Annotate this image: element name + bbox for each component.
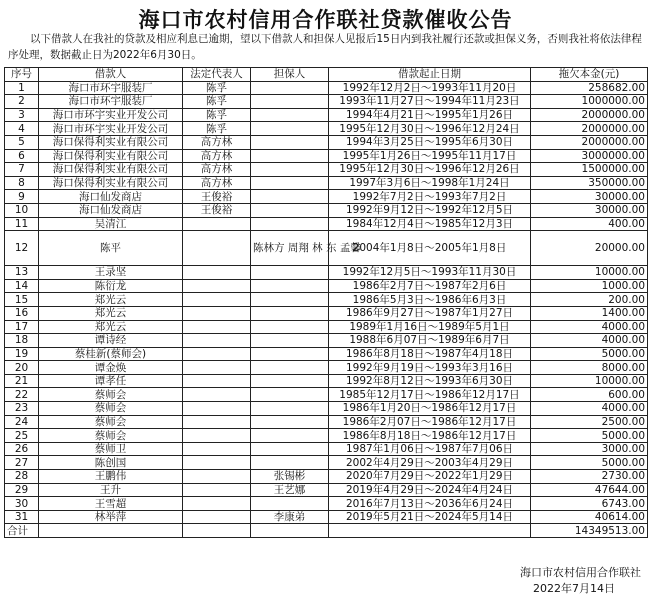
cell-guarantor <box>251 149 329 163</box>
notice-intro: 以下借款人在我社的贷款及相应利息已逾期，望以下借款人和担保人见报后15日内到我社履行还款或担保义务，否则我社将依法律程序处理，数据截止日为2022年6月30日。 <box>8 33 642 61</box>
cell-amount: 258682.00 <box>531 81 648 95</box>
cell-legal-rep <box>183 402 251 416</box>
cell-guarantor <box>251 429 329 443</box>
table-row <box>5 122 648 136</box>
cell-period: 1986年9月27日～1987年1月27日 <box>329 306 531 320</box>
cell-amount: 4000.00 <box>531 334 648 348</box>
cell-amount: 400.00 <box>531 217 648 231</box>
cell-no: 12 <box>5 231 39 266</box>
cell-amount: 4000.00 <box>531 402 648 416</box>
cell-legal-rep <box>183 374 251 388</box>
cell-amount: 1000.00 <box>531 279 648 293</box>
cell-borrower: 吴清江 <box>39 217 183 231</box>
cell-period: 2019年4月29日～2024年4月24日 <box>329 483 531 497</box>
cell-period: 1984年12月4日～1985年12月3日 <box>329 217 531 231</box>
cell-borrower: 海口保得利实业有限公司 <box>39 149 183 163</box>
cell-amount: 40614.00 <box>531 510 648 524</box>
cell-legal-rep <box>183 334 251 348</box>
cell-period: 2019年5月21日～2024年5月14日 <box>329 510 531 524</box>
header-guarantor: 担保人 <box>251 68 329 82</box>
cell-no: 2 <box>5 95 39 109</box>
cell-borrower: 蔡师会 <box>39 429 183 443</box>
cell-legal-rep <box>183 231 251 266</box>
header-borrower: 借款人 <box>39 68 183 82</box>
table-row <box>5 402 648 416</box>
cell-amount: 2500.00 <box>531 415 648 429</box>
cell-guarantor <box>251 190 329 204</box>
table-header-row <box>5 68 648 82</box>
table-row <box>5 470 648 484</box>
total-amount: 14349513.00 <box>531 524 648 538</box>
header-no: 序号 <box>5 68 39 82</box>
cell-amount: 5000.00 <box>531 429 648 443</box>
cell-borrower: 林举萍 <box>39 510 183 524</box>
table-row <box>5 266 648 280</box>
table-row <box>5 176 648 190</box>
cell-borrower: 蔡师会 <box>39 388 183 402</box>
cell-borrower: 谭诗经 <box>39 334 183 348</box>
cell-borrower: 郑光云 <box>39 320 183 334</box>
cell-period: 2020年7月29日～2022年1月29日 <box>329 470 531 484</box>
cell-borrower: 王升 <box>39 483 183 497</box>
cell-borrower: 谭金焕 <box>39 361 183 375</box>
cell-legal-rep: 高方林 <box>183 163 251 177</box>
cell-period: 1985年12月17日～1986年12月17日 <box>329 388 531 402</box>
cell-legal-rep <box>183 266 251 280</box>
cell-period: 1986年1月20日～1986年12月17日 <box>329 402 531 416</box>
cell-guarantor <box>251 402 329 416</box>
cell-guarantor: 陈林方 周翔 林 东 孟馨 <box>251 231 329 266</box>
cell-no: 16 <box>5 306 39 320</box>
cell-no: 20 <box>5 361 39 375</box>
cell-no: 31 <box>5 510 39 524</box>
cell-period: 1993年11月27日～1994年11月23日 <box>329 95 531 109</box>
cell-borrower: 海口保得利实业有限公司 <box>39 135 183 149</box>
cell-guarantor <box>251 306 329 320</box>
page-title: 海口市农村信用合作联社贷款催收公告 <box>138 8 513 32</box>
cell-legal-rep <box>183 510 251 524</box>
table-row <box>5 95 648 109</box>
cell-period: 1994年3月25日～1995年6月30日 <box>329 135 531 149</box>
cell-period: 1992年9月12日～1992年12月5日 <box>329 203 531 217</box>
cell-guarantor: 张锡彬 <box>251 470 329 484</box>
table-row <box>5 510 648 524</box>
cell-borrower: 海口市环宇实业开发公司 <box>39 108 183 122</box>
cell-no: 25 <box>5 429 39 443</box>
cell-amount: 2000000.00 <box>531 135 648 149</box>
cell-amount: 20000.00 <box>531 231 648 266</box>
cell-period: 1987年1月06日～1987年7月06日 <box>329 442 531 456</box>
cell-legal-rep <box>183 347 251 361</box>
cell-borrower: 陈创国 <box>39 456 183 470</box>
cell-borrower: 郑光云 <box>39 293 183 307</box>
cell-no: 1 <box>5 81 39 95</box>
cell-guarantor <box>251 279 329 293</box>
cell-borrower: 郑光云 <box>39 306 183 320</box>
cell-amount: 6743.00 <box>531 497 648 511</box>
cell-legal-rep <box>183 306 251 320</box>
cell-amount: 5000.00 <box>531 456 648 470</box>
cell-period: 2016年7月13日～2036年6月24日 <box>329 497 531 511</box>
table-row <box>5 388 648 402</box>
cell-guarantor <box>251 347 329 361</box>
table-row <box>5 163 648 177</box>
cell-borrower: 海口市环宇实业开发公司 <box>39 122 183 136</box>
cell-borrower: 海口市环宇服装厂 <box>39 95 183 109</box>
cell-period: 1986年5月3日～1986年6月3日 <box>329 293 531 307</box>
cell-amount: 350000.00 <box>531 176 648 190</box>
table-row <box>5 483 648 497</box>
header-period: 借款起止日期 <box>329 68 531 82</box>
cell-no: 13 <box>5 266 39 280</box>
cell-no: 30 <box>5 497 39 511</box>
cell-guarantor <box>251 361 329 375</box>
cell-legal-rep: 高方林 <box>183 176 251 190</box>
cell-guarantor: 李康弟 <box>251 510 329 524</box>
cell-legal-rep <box>183 293 251 307</box>
cell-no: 21 <box>5 374 39 388</box>
cell-guarantor <box>251 203 329 217</box>
cell-guarantor <box>251 135 329 149</box>
cell-no: 19 <box>5 347 39 361</box>
cell-amount: 5000.00 <box>531 347 648 361</box>
cell-legal-rep <box>183 415 251 429</box>
cell-guarantor <box>251 374 329 388</box>
cell-guarantor <box>251 122 329 136</box>
header-amount: 拖欠本金(元) <box>531 68 648 82</box>
cell-legal-rep <box>183 483 251 497</box>
cell-period: 1997年3月6日～1998年1月24日 <box>329 176 531 190</box>
cell-amount: 30000.00 <box>531 190 648 204</box>
table-row <box>5 203 648 217</box>
cell-legal-rep <box>183 320 251 334</box>
cell-no: 24 <box>5 415 39 429</box>
cell-no: 18 <box>5 334 39 348</box>
cell-amount: 47644.00 <box>531 483 648 497</box>
cell-no: 14 <box>5 279 39 293</box>
cell-no: 6 <box>5 149 39 163</box>
cell-borrower: 谭孝任 <box>39 374 183 388</box>
cell-no: 10 <box>5 203 39 217</box>
cell-legal-rep: 陈孚 <box>183 81 251 95</box>
footer-org: 海口市农村信用合作联社 <box>520 566 641 579</box>
cell-period: 1988年6月07日～1989年6月7日 <box>329 334 531 348</box>
cell-no: 4 <box>5 122 39 136</box>
cell-borrower: 王雪超 <box>39 497 183 511</box>
cell-guarantor <box>251 456 329 470</box>
cell-guarantor <box>251 415 329 429</box>
table-row <box>5 456 648 470</box>
cell-amount: 1400.00 <box>531 306 648 320</box>
cell-amount: 2000000.00 <box>531 108 648 122</box>
cell-no: 15 <box>5 293 39 307</box>
total-row <box>5 524 648 538</box>
cell-guarantor <box>251 163 329 177</box>
cell-amount: 2730.00 <box>531 470 648 484</box>
cell-legal-rep: 陈孚 <box>183 108 251 122</box>
cell-amount: 2000000.00 <box>531 122 648 136</box>
cell-no: 5 <box>5 135 39 149</box>
cell-guarantor <box>251 293 329 307</box>
cell-amount: 600.00 <box>531 388 648 402</box>
table-row <box>5 306 648 320</box>
cell-period: 1992年9月19日～1993年3月16日 <box>329 361 531 375</box>
cell-amount: 1500000.00 <box>531 163 648 177</box>
cell-no: 7 <box>5 163 39 177</box>
cell-period: 1989年1月16日～1989年5月1日 <box>329 320 531 334</box>
cell-amount: 3000.00 <box>531 442 648 456</box>
cell-period: 1986年8月18日～1986年12月17日 <box>329 429 531 443</box>
cell-amount: 10000.00 <box>531 266 648 280</box>
loan-table <box>4 67 648 538</box>
cell-borrower: 蔡师卫 <box>39 442 183 456</box>
cell-legal-rep <box>183 497 251 511</box>
cell-period: 1995年12月30日～1996年12月24日 <box>329 122 531 136</box>
cell-no: 28 <box>5 470 39 484</box>
cell-legal-rep <box>183 361 251 375</box>
cell-guarantor <box>251 320 329 334</box>
cell-legal-rep: 陈孚 <box>183 122 251 136</box>
cell-borrower: 蔡桂新(蔡师会) <box>39 347 183 361</box>
table-row <box>5 231 648 266</box>
cell-guarantor <box>251 217 329 231</box>
cell-guarantor <box>251 176 329 190</box>
table-row <box>5 135 648 149</box>
cell-amount: 3000000.00 <box>531 149 648 163</box>
cell-period: 2004年1月8日～2005年1月8日 <box>329 231 531 266</box>
cell-guarantor <box>251 497 329 511</box>
cell-no: 3 <box>5 108 39 122</box>
table-row <box>5 361 648 375</box>
cell-no: 23 <box>5 402 39 416</box>
cell-amount: 10000.00 <box>531 374 648 388</box>
cell-no: 11 <box>5 217 39 231</box>
cell-legal-rep: 高方林 <box>183 149 251 163</box>
table-row <box>5 374 648 388</box>
cell-period: 2002年4月29日～2003年4月29日 <box>329 456 531 470</box>
cell-no: 29 <box>5 483 39 497</box>
cell-guarantor <box>251 108 329 122</box>
table-row <box>5 108 648 122</box>
cell-legal-rep: 陈孚 <box>183 95 251 109</box>
cell-guarantor <box>251 266 329 280</box>
table-row <box>5 429 648 443</box>
cell-borrower: 王录坚 <box>39 266 183 280</box>
cell-borrower: 陈平 <box>39 231 183 266</box>
cell-borrower: 蔡师会 <box>39 415 183 429</box>
cell-amount: 8000.00 <box>531 361 648 375</box>
cell-guarantor <box>251 95 329 109</box>
cell-period: 1995年12月30日～1996年12月26日 <box>329 163 531 177</box>
cell-period: 1992年8月12日～1993年6月30日 <box>329 374 531 388</box>
cell-period: 1992年7月2日～1993年7月2日 <box>329 190 531 204</box>
cell-no: 22 <box>5 388 39 402</box>
cell-borrower: 海口保得利实业有限公司 <box>39 163 183 177</box>
cell-legal-rep <box>183 470 251 484</box>
cell-legal-rep: 高方林 <box>183 135 251 149</box>
cell-guarantor <box>251 442 329 456</box>
cell-guarantor <box>251 388 329 402</box>
table-row <box>5 415 648 429</box>
header-legal-rep: 法定代表人 <box>183 68 251 82</box>
cell-borrower: 王鹏伟 <box>39 470 183 484</box>
cell-amount: 30000.00 <box>531 203 648 217</box>
footer-date: 2022年7月14日 <box>533 582 615 595</box>
table-row <box>5 279 648 293</box>
cell-guarantor <box>251 81 329 95</box>
cell-no: 8 <box>5 176 39 190</box>
cell-legal-rep <box>183 456 251 470</box>
cell-legal-rep <box>183 429 251 443</box>
cell-period: 1995年1月26日～1995年11月17日 <box>329 149 531 163</box>
cell-period: 1986年2月7日～1987年2月6日 <box>329 279 531 293</box>
cell-amount: 1000000.00 <box>531 95 648 109</box>
cell-borrower: 蔡师会 <box>39 402 183 416</box>
table-row <box>5 320 648 334</box>
cell-legal-rep <box>183 279 251 293</box>
cell-legal-rep <box>183 442 251 456</box>
cell-borrower: 海口仙发商店 <box>39 190 183 204</box>
total-label: 合计 <box>5 524 39 538</box>
cell-no: 17 <box>5 320 39 334</box>
table-row <box>5 81 648 95</box>
cell-guarantor: 王艺娜 <box>251 483 329 497</box>
cell-amount: 200.00 <box>531 293 648 307</box>
table-row <box>5 293 648 307</box>
table-row <box>5 149 648 163</box>
table-row <box>5 190 648 204</box>
table-row <box>5 497 648 511</box>
cell-period: 1986年2月07日～1986年12月17日 <box>329 415 531 429</box>
table-row <box>5 334 648 348</box>
cell-no: 27 <box>5 456 39 470</box>
table-row <box>5 442 648 456</box>
cell-period: 1992年12月2日～1993年11月20日 <box>329 81 531 95</box>
cell-borrower: 陈衍龙 <box>39 279 183 293</box>
table-row <box>5 217 648 231</box>
cell-no: 26 <box>5 442 39 456</box>
cell-period: 1994年4月21日～1995年1月26日 <box>329 108 531 122</box>
cell-amount: 4000.00 <box>531 320 648 334</box>
cell-period: 1992年12月5日～1993年11月30日 <box>329 266 531 280</box>
cell-borrower: 海口保得利实业有限公司 <box>39 176 183 190</box>
cell-legal-rep <box>183 217 251 231</box>
cell-legal-rep: 王俊裕 <box>183 203 251 217</box>
cell-legal-rep: 王俊裕 <box>183 190 251 204</box>
cell-legal-rep <box>183 388 251 402</box>
cell-no: 9 <box>5 190 39 204</box>
cell-borrower: 海口市环宇服装厂 <box>39 81 183 95</box>
cell-period: 1986年8月18日～1987年4月18日 <box>329 347 531 361</box>
cell-borrower: 海口仙发商店 <box>39 203 183 217</box>
cell-guarantor <box>251 334 329 348</box>
table-row <box>5 347 648 361</box>
